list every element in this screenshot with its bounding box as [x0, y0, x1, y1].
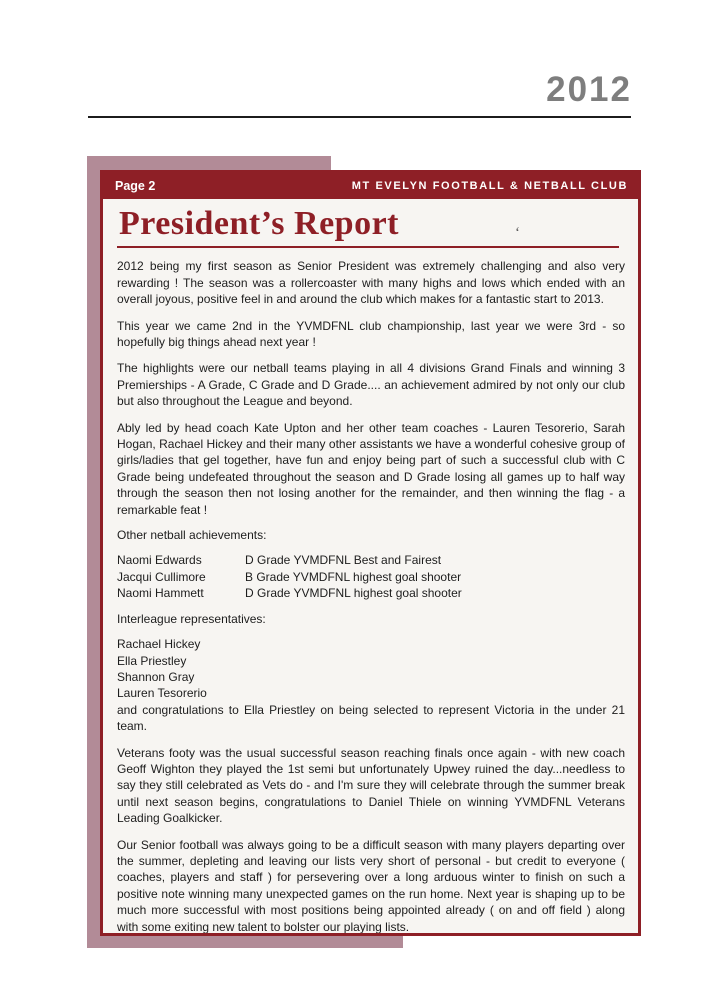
club-name-label: MT EVELYN FOOTBALL & NETBALL CLUB	[351, 180, 628, 192]
year-heading: 2012	[546, 70, 632, 109]
page-content	[103, 199, 638, 935]
achievement-award: D Grade YVMDFNL highest goal shooter	[245, 586, 462, 601]
list-item: Rachael Hickey	[117, 637, 201, 652]
achiever-name: Jacqui Cullimore	[117, 569, 206, 584]
table-row	[117, 552, 625, 568]
paragraph-championship: This year we came 2nd in the YVMDFNL club championship, last year we were 3rd - so hopefully big things ahead next year !	[117, 318, 625, 350]
title-underline-rule	[117, 246, 619, 248]
table-row	[117, 585, 625, 601]
report-title: President’s Report	[119, 205, 400, 242]
paragraph-netball-coaches: Ably led by head coach Kate Upton and her other team coaches - Lauren Tesorerio, Sarah Hogan, Rachael Hickey and their many other assistants we have a wonderful cohesive group of girls/ladies that gel together, have fun and enjoy being part of such a successful club with C Grade being undefeated throughout the season and D Grade losing all games up to half way through the season then not losing another for the remainder, and then winning the flag - a remarkable feat !	[117, 420, 625, 517]
scan-artifact-mark: ‘	[515, 225, 520, 241]
achiever-name: Naomi Hammett	[117, 586, 204, 601]
top-divider-rule	[88, 116, 631, 118]
list-item: Ella Priestley	[117, 653, 187, 668]
newsletter-page	[100, 170, 641, 936]
achiever-name: Naomi Edwards	[117, 553, 202, 568]
paragraph-veterans: Veterans footy was the usual successful season reaching finals once again - with new coach Geoff Wighton they played the 1st semi but unfortunately Upwey ruined the day...needless to say they still celebrated as Vets do - and I'm sure they will celebrate through the summer break until next season begins, congratulations to Daniel Thiele on winning YVMDFNL Veterans Leading Goalkicker.	[117, 745, 625, 826]
list-item: Lauren Tesorerio	[117, 686, 207, 701]
paragraph-intro: 2012 being my first season as Senior President was extremely challenging and also very rewarding ! The season was a rollercoaster with many highs and lows which ended with an overall joyous, positive feel in and around the club which makes for a fantastic start to 2013.	[117, 259, 625, 307]
paragraph-highlights: The highlights were our netball teams playing in all 4 divisions Grand Finals and winning 3 Premierships - A Grade, C Grade and D Grade.... an achievement admired by not only our club but also throughout the League and beyond.	[117, 361, 625, 409]
page-header-bar	[103, 173, 638, 199]
netball-achievements-heading: Other netball achievements:	[117, 528, 267, 543]
page-number-label: Page 2	[115, 179, 156, 193]
table-row	[117, 569, 625, 585]
achievement-award: B Grade YVMDFNL highest goal shooter	[245, 569, 462, 584]
interleague-names-list	[117, 636, 625, 702]
netball-achievements-table	[117, 552, 625, 601]
list-item: Shannon Gray	[117, 669, 195, 684]
paragraph-senior-football: Our Senior football was always going to be a difficult season with many players departing over the summer, depleting and leaving our lists very short of personal - but credit to everyone ( coaches, players and staff ) for persevering over a long arduous winter to finish on such a positive note winning many unexpected games on the run home. Next year is shaping up to be much more successful with most positions being appointed already ( on and off field ) along with some exiting new talent to bolster our playing lists.	[117, 837, 625, 934]
achievement-award: D Grade YVMDFNL Best and Fairest	[245, 553, 442, 568]
page-shadow-left	[87, 156, 101, 948]
interleague-note: and congratulations to Ella Priestley on being selected to represent Victoria in the under 21 team.	[117, 702, 625, 734]
page-shadow-bottom	[87, 936, 403, 948]
interleague-heading: Interleague representatives:	[117, 611, 266, 626]
